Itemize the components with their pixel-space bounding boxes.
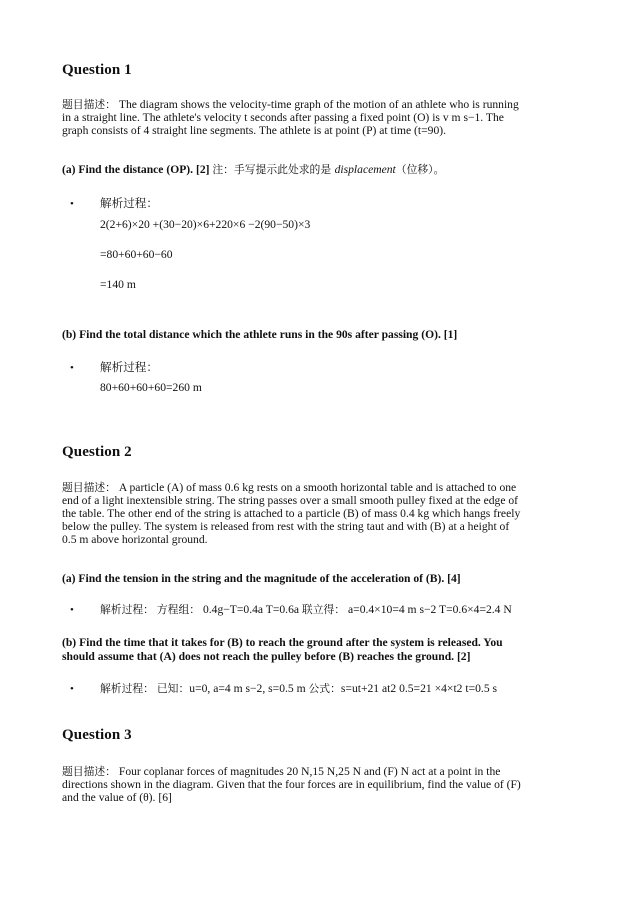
bullet-point bbox=[70, 683, 76, 689]
solution-line: 2(2+6)×20 +(30−20)×6+220×6 −2(90−50)×3 bbox=[100, 218, 311, 231]
solution-text: s=ut+21 at2 0.5=21 ×4×t2 t=0.5 s bbox=[340, 682, 498, 695]
note-term: displacement bbox=[334, 163, 396, 176]
description-text: below the pulley. The system is released from rest with the string taut and with (B) at a height of bbox=[62, 520, 510, 533]
solution-keyword: 已知： bbox=[156, 682, 190, 695]
bullet-point bbox=[70, 198, 76, 204]
question-2-description bbox=[62, 481, 578, 546]
description-text: and the value of (θ). [6] bbox=[62, 791, 172, 804]
description-text: directions shown in the diagram. Given that the four forces are in equilibrium, find the value of (F) bbox=[62, 778, 521, 791]
handwritten-note: 注：手写提示此处求的是 bbox=[212, 163, 335, 176]
question-1a-prompt bbox=[62, 163, 578, 177]
solution-line: =80+60+60−60 bbox=[100, 248, 173, 261]
description-text: 0.5 m above horizontal ground. bbox=[62, 533, 208, 546]
description-label: 题目描述： bbox=[62, 765, 116, 778]
solution-keyword: 联立得： bbox=[301, 603, 346, 616]
note-translation: （位移）。 bbox=[395, 163, 445, 176]
solution-line bbox=[100, 682, 497, 695]
solution-line bbox=[100, 603, 512, 616]
question-2-title: Question 2 bbox=[62, 444, 132, 460]
solution-keyword: 公式： bbox=[308, 682, 341, 695]
solution-text: a=0.4×10=4 m s−2 T=0.6×4=2.4 N bbox=[345, 603, 512, 616]
question-3-description bbox=[62, 765, 578, 804]
description-text: Four coplanar forces of magnitudes 20 N,15 N,25 N and (F) N act at a point in the bbox=[115, 765, 501, 778]
solution-line: =140 m bbox=[100, 278, 136, 291]
subquestion-text: (b) Find the time that it takes for (B) to reach the ground after the system is released. You bbox=[62, 636, 503, 649]
solution-label: 解析过程： bbox=[100, 360, 158, 374]
description-label: 题目描述： bbox=[62, 98, 116, 111]
description-text: The diagram shows the velocity-time graph of the motion of an athlete who is running bbox=[115, 98, 519, 111]
question-3-title: Question 3 bbox=[62, 727, 132, 743]
description-label: 题目描述： bbox=[62, 481, 116, 494]
solution-keyword: 方程组： bbox=[156, 603, 201, 616]
solution-text: u=0, a=4 m s−2, s=0.5 m bbox=[189, 682, 309, 695]
description-text: the table. The other end of the string is attached to a particle (B) of mass 0.4 kg which hangs freely bbox=[62, 507, 521, 520]
question-2a-prompt: (a) Find the tension in the string and the magnitude of the acceleration of (B). [4] bbox=[62, 572, 461, 585]
question-1-title: Question 1 bbox=[62, 62, 132, 78]
bullet-point bbox=[70, 362, 76, 368]
solution-label: 解析过程： bbox=[100, 603, 154, 616]
description-text: in a straight line. The athlete's velocity t seconds after passing a fixed point (O) is v m s−1. The bbox=[62, 111, 504, 124]
question-1-description bbox=[62, 98, 578, 137]
description-text: end of a light inextensible string. The string passes over a small smooth pulley fixed at the edge of bbox=[62, 494, 519, 507]
solution-text: 0.4g−T=0.4a T=0.6a bbox=[200, 603, 302, 616]
subquestion-text: should assume that (A) does not reach the pulley before (B) reaches the ground. [2] bbox=[62, 649, 471, 663]
solution-label: 解析过程： bbox=[100, 196, 158, 210]
description-text: graph consists of 4 straight line segments. The athlete is at point (P) at time (t=90). bbox=[62, 124, 447, 137]
description-text: A particle (A) of mass 0.6 kg rests on a smooth horizontal table and is attached to one bbox=[115, 481, 517, 494]
bullet-point bbox=[70, 604, 76, 610]
solution-line: 80+60+60+60=260 m bbox=[100, 381, 202, 394]
subquestion-text: (a) Find the distance (OP). [2] bbox=[62, 163, 213, 176]
question-1b-prompt: (b) Find the total distance which the athlete runs in the 90s after passing (O). [1] bbox=[62, 328, 458, 341]
solution-label: 解析过程： bbox=[100, 682, 154, 695]
question-2b-prompt bbox=[62, 636, 578, 663]
